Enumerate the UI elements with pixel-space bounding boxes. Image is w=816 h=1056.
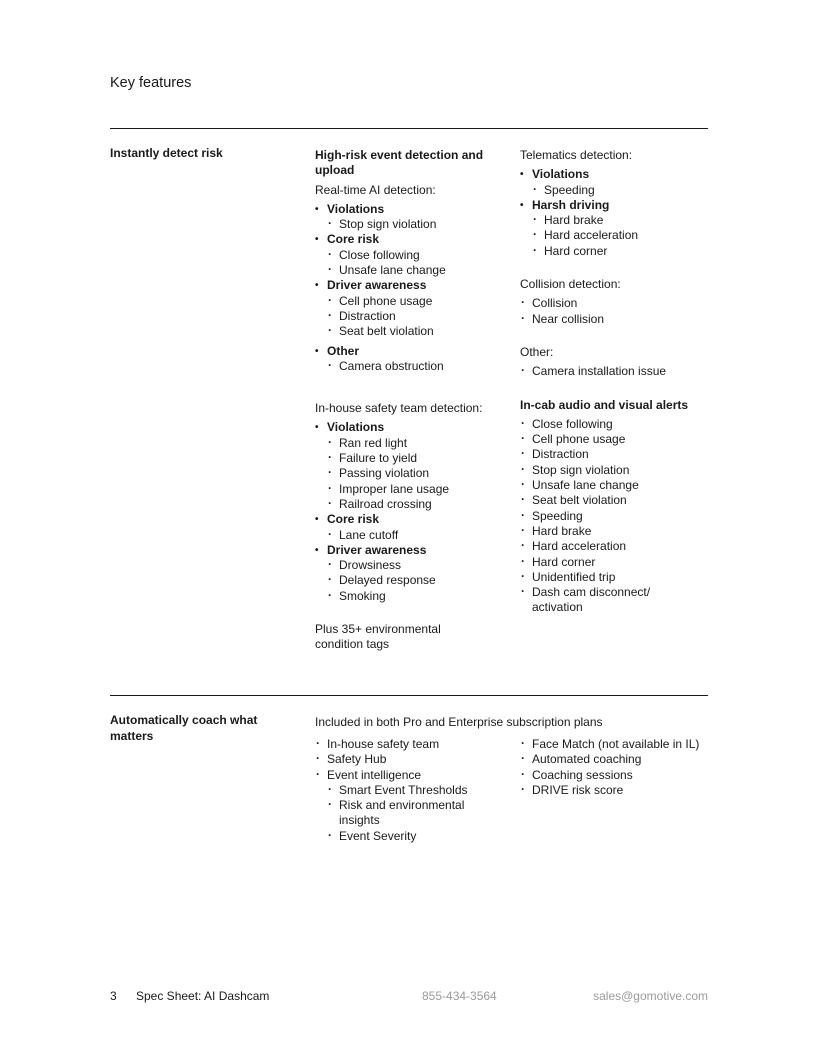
list-item: · Coaching sessions [520,768,710,783]
coach-column-a [315,737,505,844]
list-item: · Improper lane usage [315,482,505,497]
list-item: · Seat belt violation [520,493,710,508]
list-item: · In-house safety team [315,737,505,752]
alerts-heading: In-cab audio and visual alerts [520,397,689,412]
list-item: · Safety Hub [315,752,505,767]
list-item: · Camera obstruction [315,359,505,374]
list-category: • Violations [315,202,505,217]
list-item: · Unsafe lane change [315,263,505,278]
section-label-coach: Automatically coach what matters [110,713,258,743]
list-label: In-house safety team detection: [315,401,483,416]
list-item: · Unidentified trip [520,570,710,585]
list-item: · Automated coaching [520,752,710,767]
list-sub-item: · Event Severity [315,829,505,844]
email-link[interactable]: sales@gomotive.com [593,989,708,1003]
list-item: · Cell phone usage [520,432,710,447]
list-category: • Violations [520,167,710,182]
alerts-list [520,417,710,616]
page-number: 3 [110,989,117,1003]
list-category: • Core risk [315,512,505,527]
list-item: · Hard corner [520,555,710,570]
list-label: Telematics detection: [520,148,633,162]
coach-column-b [520,737,710,798]
list-label: Collision detection: [520,277,621,292]
section-divider [110,128,708,129]
list-item: · Speeding [520,509,710,524]
list-item: · Distraction [315,309,505,324]
list-category: • Other [315,344,505,359]
list-sub-item: · Risk and environmental insights [315,798,479,829]
list-item: · Smoking [315,589,505,604]
inhouse-detection-list [315,420,505,604]
page-title: Key features [110,75,192,91]
list-item: · Hard brake [520,524,710,539]
detect-risk-column-a [315,148,505,653]
list-category: • Core risk [315,232,505,247]
list-item: · Passing violation [315,466,505,481]
list-item: · Camera installation issue [520,364,710,379]
environmental-tags-note: Plus 35+ environmental condition tags [315,622,441,652]
list-item: · Near collision [520,312,710,327]
list-item: · Hard acceleration [520,228,710,243]
list-item: · Collision [520,296,710,311]
collision-list [520,296,710,327]
list-item: · Hard acceleration [520,539,710,554]
coach-intro: Included in both Pro and Enterprise subscription plans [315,715,603,729]
list-item: · Stop sign violation [520,463,710,478]
list-item: · Close following [520,417,710,432]
list-item: · Ran red light [315,436,505,451]
list-item: · Lane cutoff [315,528,505,543]
list-item: · DRIVE risk score [520,783,710,798]
list-item: · Hard corner [520,244,710,259]
telematics-list [520,167,710,259]
section-divider [110,695,708,696]
list-item: · Close following [315,248,505,263]
list-item: · Speeding [520,183,710,198]
column-heading: High-risk event detection and upload [315,148,484,178]
list-label: Other: [520,344,554,359]
list-sub-item: · Smart Event Thresholds [315,783,505,798]
list-item: · Cell phone usage [315,294,505,309]
list-category: • Driver awareness [315,278,505,293]
list-item: · Delayed response [315,573,505,588]
list-category: • Driver awareness [315,543,505,558]
list-item: · Failure to yield [315,451,505,466]
list-item: · Railroad crossing [315,497,505,512]
list-item: · Dash cam disconnect/ activation [520,585,672,616]
list-category: • Harsh driving [520,198,710,213]
detect-risk-column-b [520,148,710,616]
phone-number[interactable]: 855-434-3564 [422,989,497,1003]
section-label-detect-risk: Instantly detect risk [110,146,223,160]
list-item: · Event intelligence [315,768,505,783]
list-item: · Distraction [520,447,710,462]
list-item: · Seat belt violation [315,324,505,339]
list-item: · Stop sign violation [315,217,505,232]
list-item: · Drowsiness [315,558,505,573]
list-label: Real-time AI detection: [315,182,436,197]
list-category: • Violations [315,420,505,435]
realtime-detection-list [315,202,505,374]
list-item: · Hard brake [520,213,710,228]
document-title: Spec Sheet: AI Dashcam [136,989,270,1003]
list-item: · Unsafe lane change [520,478,710,493]
list-item: · Face Match (not available in IL) [520,737,710,752]
